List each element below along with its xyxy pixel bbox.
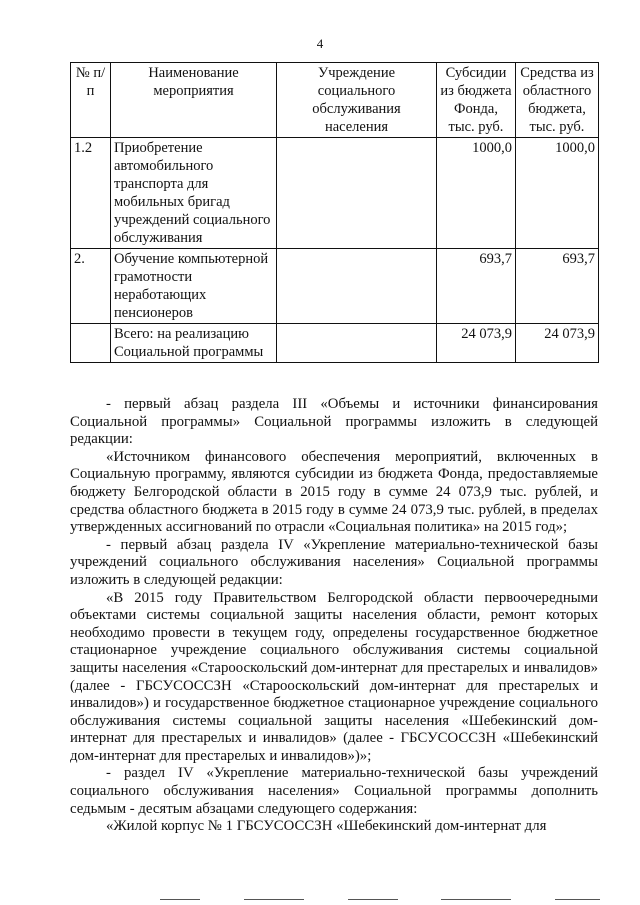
row-name: Всего: на реализацию Социальной программы <box>111 324 277 363</box>
row-number: 1.2 <box>71 138 111 249</box>
row-institution <box>277 249 437 324</box>
row-name: Приобретение автомобильного транспорта для мобильных бригад учреждений социального обслуживания <box>111 138 277 249</box>
paragraph: - первый абзац раздела IV «Укрепление материально-технической базы учреждений социального обслуживания населения» Социальной программы изложить в следующей редакции: <box>70 536 598 588</box>
header-name: Наименование мероприятия <box>111 63 277 138</box>
body-text <box>70 396 598 836</box>
header-fund-subsidy: Субсидии из бюджета Фонда, тыс. руб. <box>437 63 516 138</box>
table-total-row <box>71 324 599 363</box>
table-row <box>71 138 599 249</box>
scan-mark <box>160 899 200 900</box>
paragraph: «Источником финансового обеспечения мероприятий, включенных в Социальную программу, являются субсидии из бюджета Фонда, предоставляемые бюджету Белгородской области в 2015 году в сумме 24 073,9 тыс. рублей, и средства областного бюджета в 2015 году в сумме 24 073,9 тыс. рублей, в пределах утвержденных ассигнований по отрасли «Социальная политика» на 2015 год»; <box>70 448 598 536</box>
budget-table <box>70 62 599 363</box>
row-name: Обучение компьютерной грамотности неработающих пенсионеров <box>111 249 277 324</box>
row-fund: 693,7 <box>437 249 516 324</box>
paragraph: - первый абзац раздела III «Объемы и источники финансирования Социальной программы» Социальной программы изложить в следующей редакции: <box>70 396 598 448</box>
row-fund: 24 073,9 <box>437 324 516 363</box>
header-number: № п/п <box>71 63 111 138</box>
row-fund: 1000,0 <box>437 138 516 249</box>
table-header-row <box>71 63 599 138</box>
row-number: 2. <box>71 249 111 324</box>
scan-mark <box>244 899 304 900</box>
row-institution <box>277 324 437 363</box>
row-institution <box>277 138 437 249</box>
table-row <box>71 249 599 324</box>
footer-scan-marks <box>160 899 600 901</box>
scan-mark <box>555 899 600 900</box>
row-regional: 1000,0 <box>516 138 599 249</box>
paragraph: «В 2015 году Правительством Белгородской области первоочередными объектами системы социальной защиты населения области, ремонт которых необходимо провести в текущем году, определены государственное бюджетное стационарное учреждение социального обслуживания системы социальной защиты населения «Старооскольский дом-интернат для престарелых и инвалидов» (далее - ГБСУСОССЗН «Старооскольский дом-интернат для престарелых и инвалидов») и государственное бюджетное стационарное учреждение социального обслуживания системы социальной защиты населения «Шебекинский дом-интернат для престарелых и инвалидов» (далее - ГБСУСОССЗН «Шебекинский дом-интернат для престарелых и инвалидов»)»; <box>70 589 598 764</box>
paragraph: «Жилой корпус № 1 ГБСУСОССЗН «Шебекинский дом-интернат для <box>106 818 547 835</box>
row-regional: 693,7 <box>516 249 599 324</box>
page-number: 4 <box>316 36 324 51</box>
paragraph: - раздел IV «Укрепление материально-технической базы учреждений социального обслуживания населения» Социальной программы дополнить седьмым - десятым абзацами следующего содержания: <box>70 765 598 817</box>
row-number <box>71 324 111 363</box>
scan-mark <box>348 899 398 900</box>
header-regional-budget: Средства из областного бюджета, тыс. руб. <box>516 63 599 138</box>
row-regional: 24 073,9 <box>516 324 599 363</box>
header-institution: Учреждение социального обслуживания населения <box>277 63 437 138</box>
scan-mark <box>441 899 511 900</box>
